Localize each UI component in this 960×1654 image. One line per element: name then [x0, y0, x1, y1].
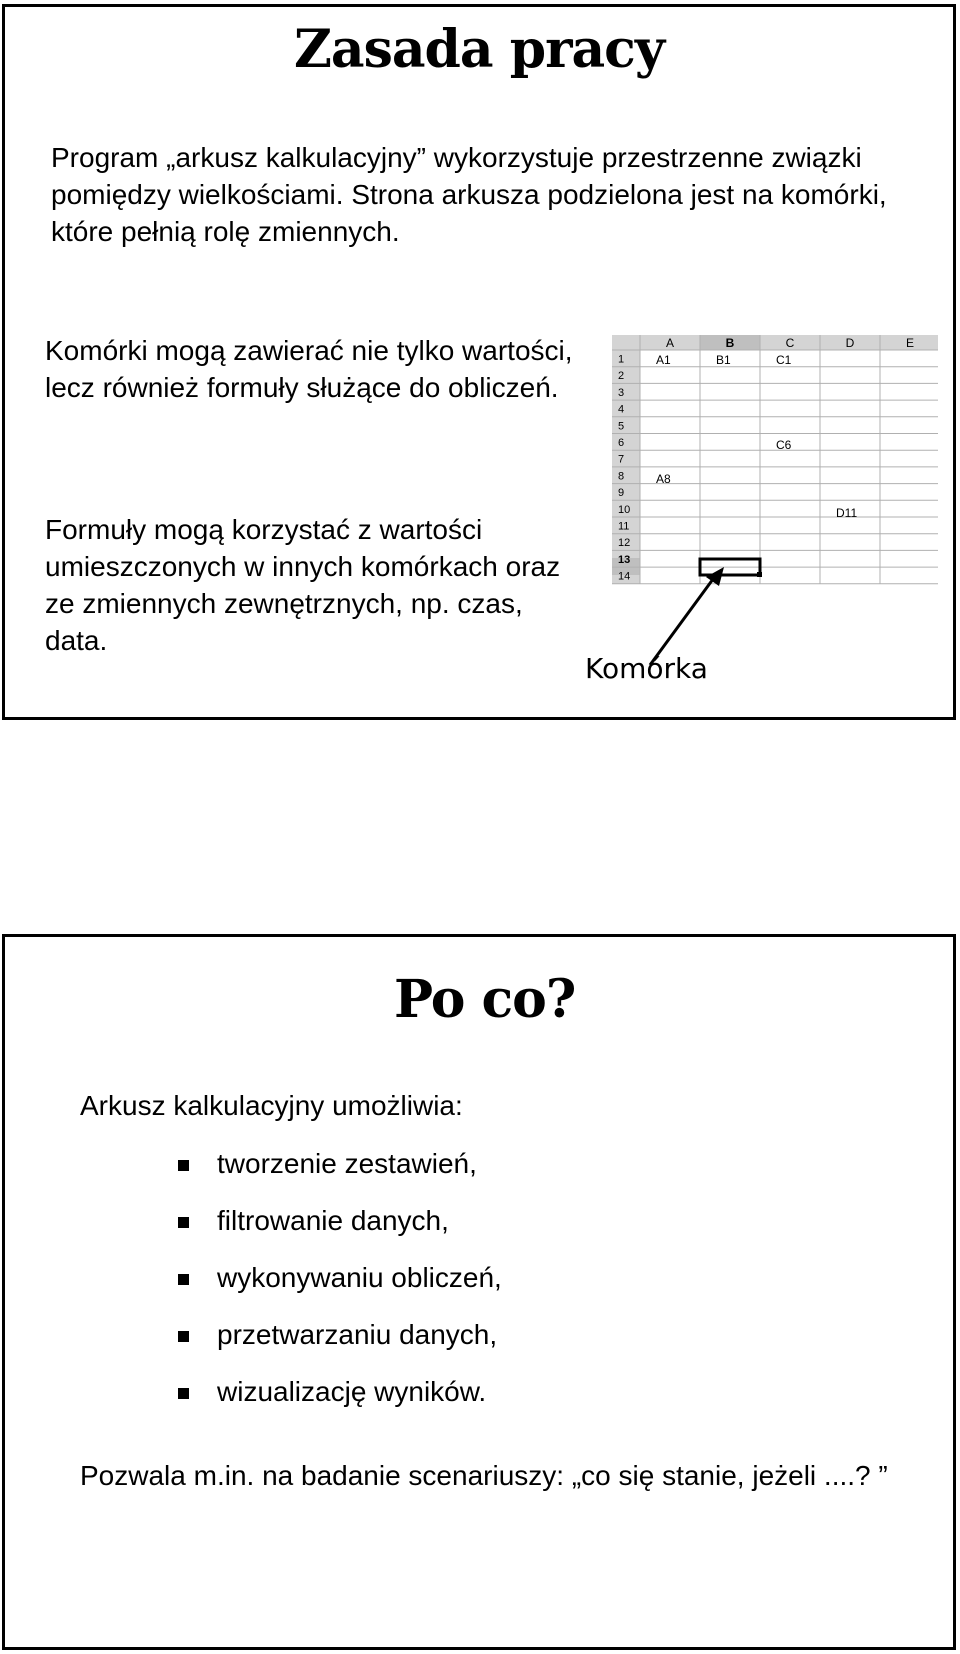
spreadsheet-image [612, 335, 938, 680]
column-header-a: A [665, 336, 675, 350]
slide-title: Po co? [394, 969, 576, 1030]
list-item: filtrowanie danych, [178, 1202, 502, 1259]
fill-handle [757, 572, 762, 577]
row-header-5: 5 [618, 420, 625, 433]
row-header-6: 6 [618, 437, 625, 449]
row-header-10: 10 [618, 503, 631, 516]
column-header-c: C [785, 336, 795, 350]
slide-zasada-pracy [2, 4, 956, 720]
list-item: tworzenie zestawień, [178, 1145, 502, 1202]
list-item: przetwarzaniu danych, [178, 1316, 502, 1373]
slide-title: Zasada pracy [293, 19, 665, 80]
row-header-12: 12 [618, 537, 631, 550]
column-header-e: E [905, 336, 915, 350]
paragraph-intro: Program „arkusz kalkulacyjny” wykorzystuje przestrzenne związki pomiędzy wielkościami. Strona arkusza podzielona jest na komórki, które pełnią rolę zmiennych. [51, 142, 887, 247]
row-header-1: 1 [618, 353, 625, 366]
row-header-7: 7 [618, 453, 625, 466]
paragraph-formulas: Formuły mogą korzystać z wartości umieszczonych w innych komórkach oraz ze zmiennych zewnętrznych, np. czas, data. [45, 514, 561, 656]
square-bullet-icon [178, 1388, 189, 1399]
row-header-9: 9 [618, 487, 625, 500]
row-header-3: 3 [618, 386, 625, 399]
row-header-11: 11 [618, 520, 630, 533]
square-bullet-icon [178, 1160, 189, 1171]
row-header-8: 8 [618, 470, 625, 483]
list-item: wykonywaniu obliczeń, [178, 1259, 502, 1316]
column-header-d: D [845, 336, 855, 350]
row-header-14: 14 [618, 570, 631, 583]
list-intro: Arkusz kalkulacyjny umożliwia: [80, 1090, 463, 1121]
callout-label: Komórka [585, 652, 708, 685]
cell-label-a1: A1 [656, 353, 671, 367]
list-item: wizualizację wyników. [178, 1373, 502, 1430]
cell-label-a8: A8 [656, 472, 671, 486]
square-bullet-icon [178, 1331, 189, 1342]
paragraph-scenarios: Pozwala m.in. na badanie scenariuszy: „co się stanie, jeżeli ....? ” [80, 1460, 888, 1491]
square-bullet-icon [178, 1217, 189, 1228]
cell-label-c6: C6 [776, 438, 792, 452]
row-header-4: 4 [618, 403, 625, 416]
row-header-13: 13 [618, 553, 631, 566]
capabilities-list [178, 1145, 502, 1430]
row-header-2: 2 [618, 370, 625, 383]
cell-label-b1: B1 [716, 353, 731, 367]
column-header-b: B [725, 336, 735, 350]
square-bullet-icon [178, 1274, 189, 1285]
slide-po-co [2, 934, 956, 1650]
cell-label-d11: D11 [836, 506, 858, 520]
cell-label-c1: C1 [776, 353, 792, 367]
paragraph-cells: Komórki mogą zawierać nie tylko wartości, lecz również formuły służące do obliczeń. [45, 335, 573, 403]
